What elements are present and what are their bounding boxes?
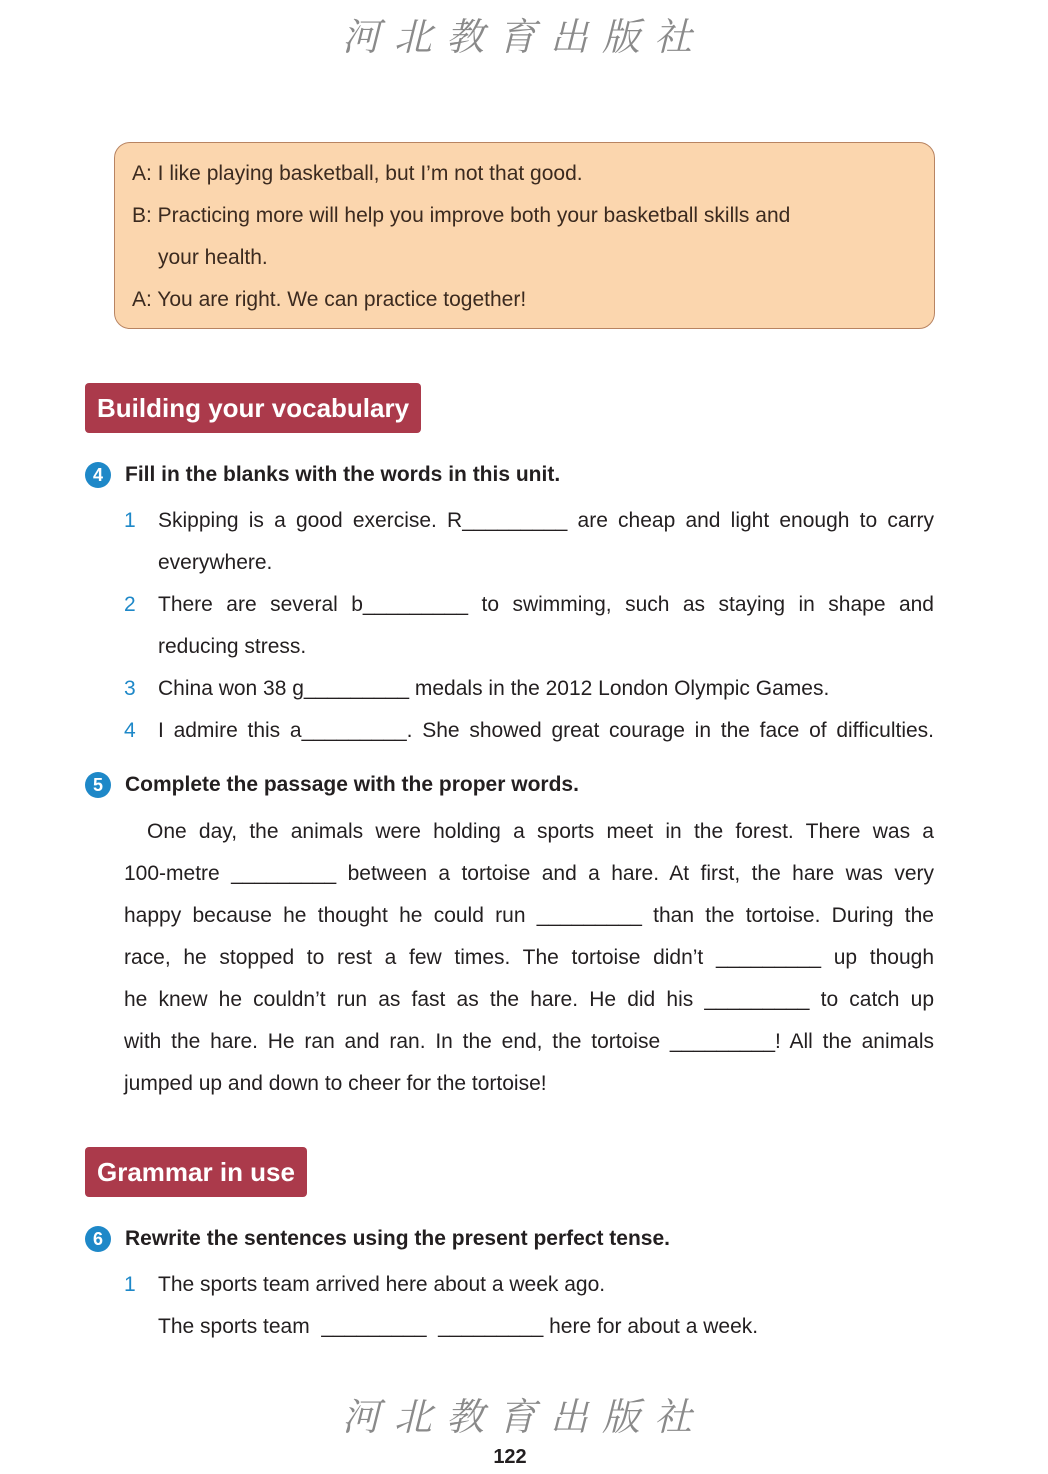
dialogue-box (114, 142, 935, 329)
question-number-badge: 4 (85, 462, 111, 488)
dialogue-line: your health. (158, 246, 268, 269)
item-number: 1 (124, 1273, 136, 1296)
item-text: I admire this a_________. She showed great courage in the face of difficulties. (158, 719, 934, 742)
passage-line: race, he stopped to rest a few times. The tortoise didn’t _________ up though (124, 946, 934, 969)
publisher-watermark-top: 河北教育出版社 (341, 15, 706, 59)
item-text: everywhere. (158, 551, 273, 574)
passage-line: with the hare. He ran and ran. In the end, the tortoise _________! All the animals (124, 1030, 934, 1053)
item-text: China won 38 g_________ medals in the 2012 London Olympic Games. (158, 677, 830, 700)
publisher-watermark-bottom: 河北教育出版社 (341, 1395, 706, 1439)
item-number: 1 (124, 509, 136, 532)
question-title: Complete the passage with the proper words. (125, 773, 579, 796)
item-text: Skipping is a good exercise. R_________ are cheap and light enough to carry (158, 509, 934, 532)
item-text: reducing stress. (158, 635, 307, 658)
question-title: Fill in the blanks with the words in this unit. (125, 463, 561, 486)
item-text: There are several b_________ to swimming, such as staying in shape and (158, 593, 934, 616)
dialogue-line: A: You are right. We can practice together! (132, 288, 527, 311)
section-heading-grammar: Grammar in use (85, 1147, 307, 1197)
passage-line: happy because he thought he could run _________ than the tortoise. During the (124, 904, 934, 927)
question-number-badge: 5 (85, 772, 111, 798)
passage-line: he knew he couldn’t run as fast as the hare. He did his _________ to catch up (124, 988, 934, 1011)
item-number: 2 (124, 593, 136, 616)
section-heading-vocabulary: Building your vocabulary (85, 383, 421, 433)
dialogue-line: A: I like playing basketball, but I’m not that good. (132, 162, 583, 185)
item-text: The sports team arrived here about a week ago. (158, 1273, 606, 1296)
question-number-badge: 6 (85, 1226, 111, 1252)
item-text: The sports team _________ _________ here for about a week. (158, 1315, 759, 1338)
page-number: 122 (493, 1446, 527, 1468)
passage-line: 100-metre _________ between a tortoise and a hare. At first, the hare was very (124, 862, 934, 885)
item-number: 3 (124, 677, 136, 700)
dialogue-line: B: Practicing more will help you improve both your basketball skills and (132, 204, 791, 227)
passage-line: One day, the animals were holding a sports meet in the forest. There was a (147, 820, 934, 843)
question-title: Rewrite the sentences using the present perfect tense. (125, 1227, 670, 1250)
passage-line: jumped up and down to cheer for the tortoise! (124, 1072, 547, 1095)
item-number: 4 (124, 719, 136, 742)
